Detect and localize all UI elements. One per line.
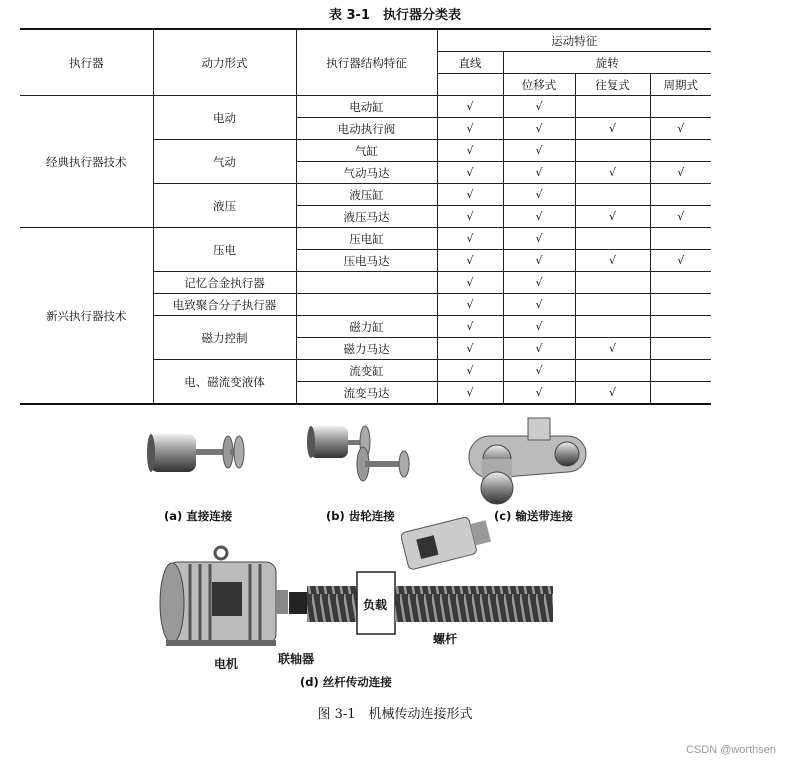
check-cell: √ [503,250,575,272]
check-cell: √ [437,294,503,316]
executor-classification-table [20,28,711,405]
power-piezo: 压电 [153,228,296,272]
table-row [20,96,711,118]
check-cell [650,338,711,360]
structure-cell: 液压马达 [296,206,437,228]
check-cell [650,316,711,338]
check-cell: √ [503,272,575,294]
check-cell: √ [503,96,575,118]
check-cell: √ [437,250,503,272]
check-cell: √ [503,184,575,206]
belt-connection-illustration [469,418,586,504]
check-cell: √ [437,206,503,228]
structure-cell: 电动缸 [296,96,437,118]
check-cell [575,294,650,316]
transmission-figure [0,414,790,704]
structure-cell: 液压缸 [296,184,437,206]
check-cell [575,360,650,382]
check-cell: √ [437,272,503,294]
structure-cell: 电动执行阀 [296,118,437,140]
check-cell: √ [503,206,575,228]
power-pneumatic: 气动 [153,140,296,184]
header-motion: 运动特征 [437,29,711,52]
power-eap: 电致聚合分子执行器 [153,294,296,316]
check-cell [575,272,650,294]
check-cell: √ [503,316,575,338]
power-magnetic: 磁力控制 [153,316,296,360]
structure-cell: 磁力缸 [296,316,437,338]
header-displacement: 位移式 [503,74,575,96]
check-cell [650,294,711,316]
check-cell: √ [650,118,711,140]
caption-a: (a) 直接连接 [164,509,233,523]
check-cell: √ [503,294,575,316]
check-cell [650,272,711,294]
check-cell: √ [575,382,650,405]
label-screw: 螺杆 [433,632,458,646]
caption-d: (d) 丝杆传动连接 [300,675,392,689]
check-cell: √ [503,360,575,382]
header-structure: 执行器结构特征 [296,29,437,96]
check-cell [650,96,711,118]
structure-cell: 流变马达 [296,382,437,405]
check-cell [650,140,711,162]
check-cell: √ [437,338,503,360]
structure-cell: 压电缸 [296,228,437,250]
check-cell [575,140,650,162]
header-rotary: 旋转 [503,52,711,74]
check-cell: √ [437,184,503,206]
check-cell: √ [503,140,575,162]
check-cell: √ [650,250,711,272]
check-cell: √ [437,316,503,338]
structure-cell [296,294,437,316]
watermark: CSDN @worthsen [685,744,776,756]
check-cell [650,382,711,405]
check-cell: √ [650,162,711,184]
figure-caption: 图 3-1 机械传动连接形式 [317,707,473,722]
check-cell [575,184,650,206]
check-cell: √ [437,96,503,118]
check-cell: √ [503,228,575,250]
caption-c: (c) 输送带连接 [494,509,573,523]
structure-cell: 流变缸 [296,360,437,382]
check-cell: √ [437,382,503,405]
check-cell [650,360,711,382]
check-cell: √ [437,162,503,184]
header-periodic: 周期式 [650,74,711,96]
check-cell [650,228,711,250]
check-cell: √ [503,162,575,184]
header-linear-blank [437,74,503,96]
label-motor: 电机 [214,657,239,671]
table-row [20,228,711,250]
check-cell: √ [437,118,503,140]
check-cell: √ [503,338,575,360]
check-cell: √ [503,118,575,140]
check-cell [575,96,650,118]
lead-screw-illustration [160,512,553,646]
direct-connection-illustration [147,434,244,472]
table-title: 表 3-1 执行器分类表 [328,8,461,23]
power-er: 电、磁流变液体 [153,360,296,405]
power-hydraulic: 液压 [153,184,296,228]
power-electric: 电动 [153,96,296,140]
structure-cell: 气动马达 [296,162,437,184]
check-cell: √ [437,228,503,250]
check-cell: √ [650,206,711,228]
group-classic: 经典执行器技术 [20,96,153,228]
structure-cell: 气缸 [296,140,437,162]
header-linear: 直线 [437,52,503,74]
check-cell: √ [575,206,650,228]
check-cell [575,228,650,250]
check-cell [575,316,650,338]
structure-cell: 磁力马达 [296,338,437,360]
check-cell: √ [503,382,575,405]
structure-cell: 压电马达 [296,250,437,272]
label-coupling: 联轴器 [278,652,315,666]
check-cell: √ [575,250,650,272]
check-cell [650,184,711,206]
group-emerging: 新兴执行器技术 [20,228,153,405]
gear-connection-illustration [307,426,409,481]
check-cell: √ [437,360,503,382]
header-reciprocating: 往复式 [575,74,650,96]
label-load: 负载 [363,598,388,612]
check-cell: √ [575,338,650,360]
caption-b: (b) 齿轮连接 [326,509,395,523]
check-cell: √ [437,140,503,162]
header-power: 动力形式 [153,29,296,96]
structure-cell [296,272,437,294]
check-cell: √ [575,162,650,184]
header-executor: 执行器 [20,29,153,96]
power-sma: 记忆合金执行器 [153,272,296,294]
check-cell: √ [575,118,650,140]
